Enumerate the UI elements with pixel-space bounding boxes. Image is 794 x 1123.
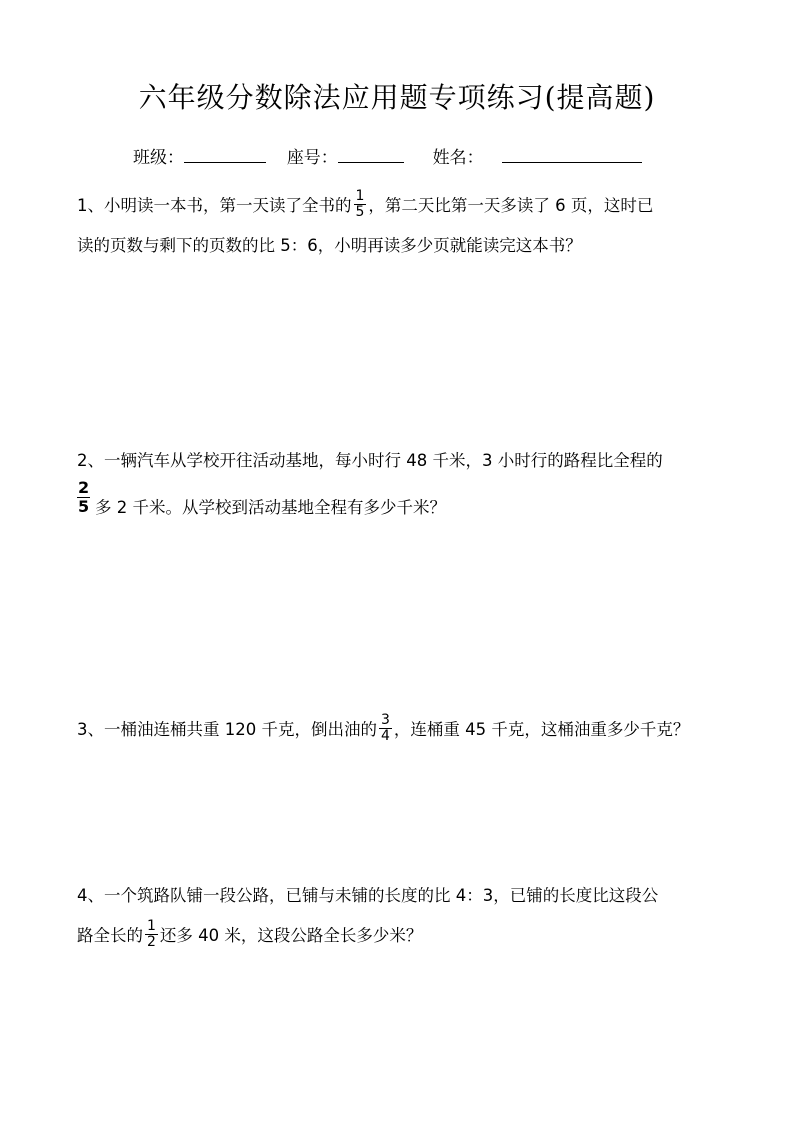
student-info-line (133, 143, 642, 168)
name-label: 姓名： (432, 148, 484, 168)
class-blank[interactable] (184, 147, 266, 163)
name-blank[interactable] (502, 147, 642, 163)
question-2: 2、一辆汽车从学校开往活动基地，每小时行 48 千米，3 小时行的路程比全程的 $\frac{2}{5}$ 多 2 千米。从学校到活动基地全程有多少千米？ (77, 441, 727, 479)
question-1 (77, 186, 727, 266)
question-4-line-2: 路全长的 $\frac{1}{2}$ 还多 40 米，这段公路全长多少米？ (77, 918, 423, 950)
seat-label: 座号： (286, 148, 338, 168)
question-4 (77, 876, 727, 956)
question-4-line-1: 4、一个筑路队铺一段公路，已铺与未铺的长度的比 4：3，已铺的长度比这段公 (77, 886, 659, 905)
question-1-line-1: 1、小明读一本书，第一天读了全书的 $\frac{1}{5}$ ，第二天比第一天多读了 6 页，这时已 (77, 188, 654, 220)
question-1-line-2: 读的页数与剩下的页数的比 5：6，小明再读多少页就能读完这本书？ (77, 236, 582, 255)
question-3 (77, 710, 727, 750)
fraction: $\frac{2}{5}$ (78, 478, 90, 516)
question-2-line-1: 2、一辆汽车从学校开往活动基地，每小时行 48 千米，3 小时行的路程比全程的 (77, 451, 663, 470)
page-title: 六年级分数除法应用题专项练习(提高题) (138, 81, 656, 114)
fraction: $\frac{1}{2}$ (147, 918, 156, 950)
seat-blank[interactable] (338, 147, 404, 163)
fraction: $\frac{1}{5}$ (355, 188, 365, 220)
class-label: 班级： (133, 148, 184, 168)
fraction: $\frac{3}{4}$ (380, 712, 390, 744)
question-3-line-1: 3、一桶油连桶共重 120 千克，倒出油的 $\frac{3}{4}$ ，连桶重 45 千克，这桶油重多少千克？ (77, 712, 690, 744)
